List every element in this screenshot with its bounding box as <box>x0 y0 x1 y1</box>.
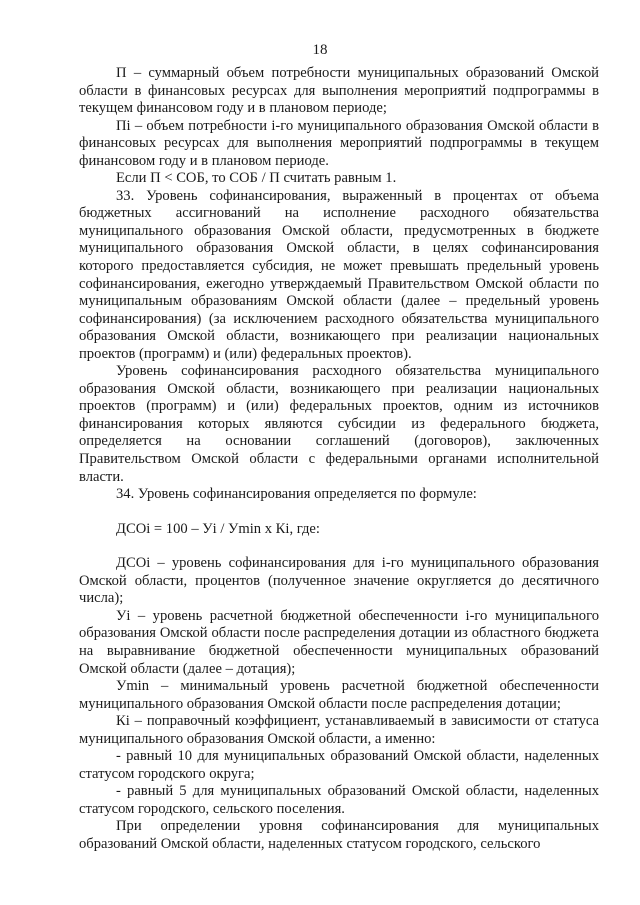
list-item-city-district: - равный 10 для муниципальных образований Омской области, наделенных статусом городского округа; <box>79 748 599 782</box>
paragraph-ui-definition: Уi – уровень расчетной бюджетной обеспеченности i-го муниципального образования Омской области после распределения дотации из областного бюджета на выравнивание бюджетной обеспеченности муниципальных образований Омской области (далее – дотация); <box>79 607 599 677</box>
paragraph-p-definition: П – суммарный объем потребности муниципальных образований Омской области в финансовых ресурсах для выполнения мероприятий подпрограммы в текущем финансовом году и в плановом периоде; <box>79 65 599 117</box>
list-item-settlement: - равный 5 для муниципальных образований Омской области, наделенных статусом городского, сельского поселения. <box>79 783 599 817</box>
paragraph-umin-definition: Уmin – минимальный уровень расчетной бюджетной обеспеченности муниципального образования Омской области после распределения дотации; <box>79 678 599 712</box>
paragraph-national-projects: Уровень софинансирования расходного обязательства муниципального образования Омской области, возникающего при реализации национальных проектов (программ) и (или) федеральных проектов, одним из источников финансирования которых являются субсидии из федерального бюджета, определяется на основании соглашений (договоров), заключенных Правительством Омской области с федеральными органами исполнительной власти. <box>79 363 599 485</box>
paragraph-dsoi-definition: ДСОi – уровень софинансирования для i-го муниципального образования Омской области, процентов (полученное значение округляется до десятичного числа); <box>79 555 599 607</box>
paragraph-item-34: 34. Уровень софинансирования определяется по формуле: <box>116 486 477 503</box>
formula: ДСОi = 100 – Уi / Уmin x Кi, где: <box>116 520 320 537</box>
paragraph-determination: При определении уровня софинансирования для муниципальных образований Омской области, наделенных статусом городского, сельского <box>79 818 599 852</box>
paragraph-ki-definition: Кi – поправочный коэффициент, устанавливаемый в зависимости от статуса муниципального образования Омской области, а именно: <box>79 713 599 747</box>
paragraph-item-33: 33. Уровень софинансирования, выраженный в процентах от объема бюджетных ассигнований на исполнение расходного обязательства муниципального образования Омской области, предусмотренных в бюджете муниципального образования Омской области, в целях софинансирования которого предоставляется субсидия, не может превышать предельный уровень софинансирования, ежегодно утверждаемый Правительством Омской области по муниципальным образованиям Омской области (далее – предельный уровень софинансирования) (за исключением расходного обязательства муниципального образования Омской области, возникающего при реализации национальных проектов (программ) и (или) федеральных проектов). <box>79 187 599 362</box>
paragraph-condition: Если П < СОБ, то СОБ / П считать равным 1. <box>116 170 397 187</box>
document-body <box>79 65 599 854</box>
page-number: 18 <box>312 42 328 58</box>
paragraph-pi-definition: Пi – объем потребности i-го муниципального образования Омской области в финансовых ресурсах для выполнения мероприятий подпрограммы в текущем финансовом году и в плановом периоде. <box>79 117 599 169</box>
